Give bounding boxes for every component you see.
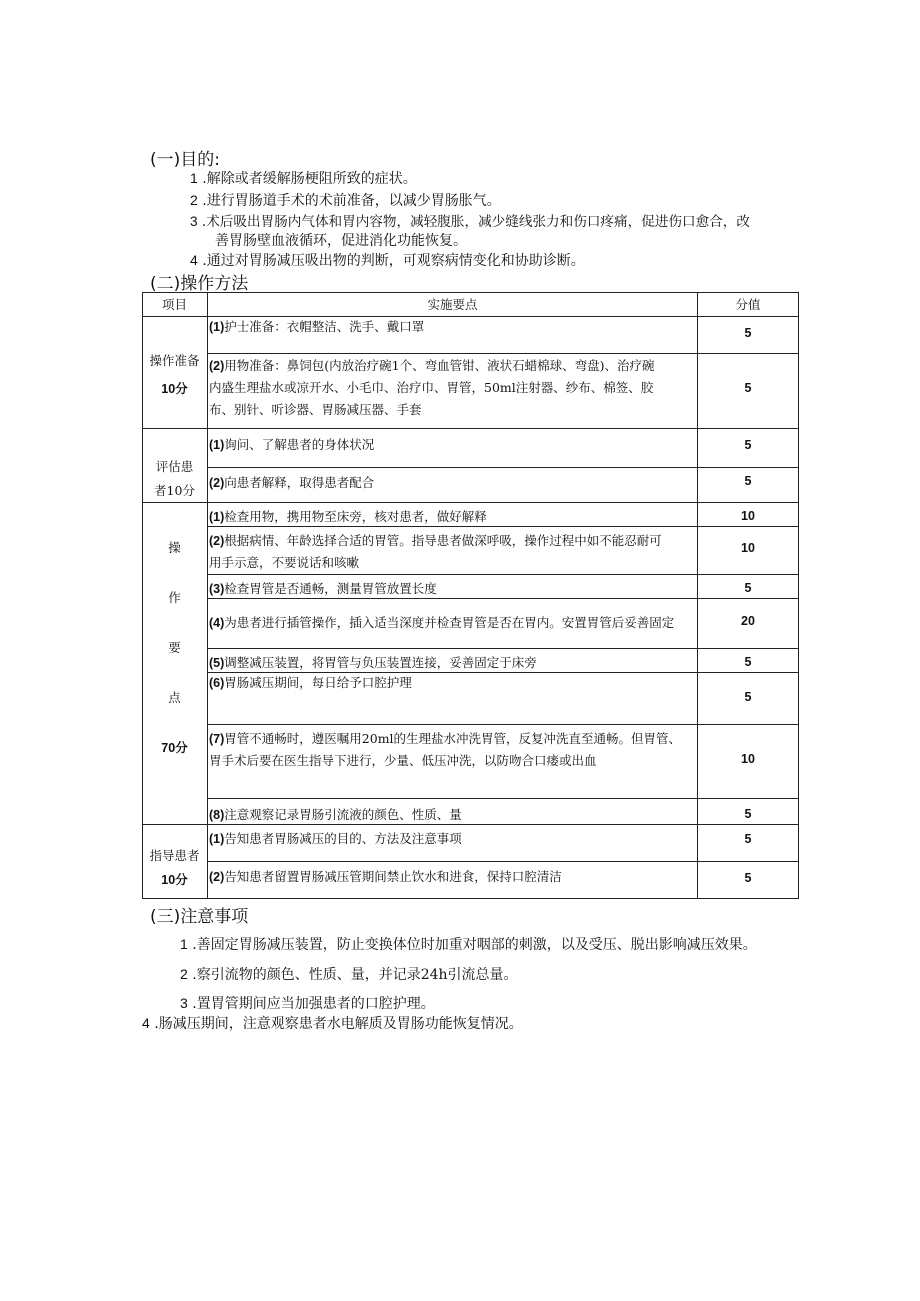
note-item-text: .察引流物的颜色、性质、量，并记录24h引流总量。 [192,967,518,983]
category-char: 点 [168,690,181,705]
note-item-number: 1 [180,936,188,952]
row-text: 胃手术后要在医生指导下进行，少量、低压冲洗，以防吻合口瘘或出血 [209,753,597,768]
row-text: 胃管不通畅时，遵医嘱用20ml的生理盐水冲洗胃管，反复冲洗直至通畅。但胃管、 [224,731,682,746]
note-item-text: .置胃管期间应当加强患者的口腔护理。 [192,996,435,1012]
row-text-line [209,472,699,494]
table-row [209,828,699,850]
purpose-item-number: 1 [190,170,198,186]
row-number: (2) [209,870,225,884]
row-text: 用物准备：鼻饲包(内放治疗碗1个、弯血管钳、液状石蜡棉球、弯盘)、治疗碗 [224,358,655,373]
row-text-line [209,399,699,421]
category-label: 指导患者 [149,848,200,863]
purpose-item-number: 4 [190,252,198,268]
row-score: 5 [744,690,752,704]
row-score: 5 [744,581,752,595]
row-score: 10 [741,752,755,766]
category-guidance [142,845,207,891]
note-item [180,934,757,954]
note-item-number: 2 [180,966,188,982]
row-number: (1) [209,832,225,846]
row-text: 告知患者留置胃肠减压管期间禁止饮水和进食，保持口腔清洁 [224,869,562,884]
row-text-line [209,530,699,552]
note-item-text: .肠减压期间，注意观察患者水电解质及胃肠功能恢复情况。 [154,1016,523,1032]
table-row [209,728,699,772]
category-label: 评估患 [155,459,194,474]
table-row [209,612,699,634]
row-score: 5 [744,326,752,340]
row-number: (7) [209,732,225,746]
category-char: 要 [168,640,181,655]
row-number: (6) [209,676,225,690]
table-row [209,472,699,494]
row-text-line [209,578,699,600]
note-item [180,993,435,1013]
row-text-line [209,552,699,574]
table-header-item: 项目 [161,297,187,312]
purpose-item-text: .解除或者缓解肠梗阻所致的症状。 [202,171,417,187]
row-number: (5) [209,656,225,670]
row-text: 用手示意，不要说话和咳嗽 [209,555,360,570]
table-row [209,434,699,456]
note-item [142,1013,523,1033]
row-number: (2) [209,359,225,373]
row-text-line [209,866,699,888]
table-row [209,506,699,528]
row-score: 5 [744,381,752,395]
row-text-line [209,377,699,399]
row-text: 护士准备：衣帽整洁、洗手、戴口罩 [224,319,425,334]
row-number: (8) [209,808,225,822]
row-text-line [209,506,699,528]
row-text-line [209,316,699,338]
row-text: 布、别针、听诊器、胃肠减压器、手套 [209,402,422,417]
note-item-number: 3 [180,995,188,1011]
row-text: 检查用物，携用物至床旁，核对患者，做好解释 [224,509,487,524]
row-number: (2) [209,534,225,548]
note-item-number: 4 [142,1015,150,1031]
row-score: 5 [744,871,752,885]
row-number: (2) [209,476,225,490]
category-operation [142,537,207,759]
row-number: (1) [209,510,225,524]
row-text: 检查胃管是否通畅，测量胃管放置长度 [224,581,437,596]
row-text: 为患者进行插管操作，插入适当深度并检查胃管是否在胃内。安置胃管后妥善固定 [224,615,675,630]
table-header-points: 实施要点 [427,297,478,312]
row-number: (1) [209,320,225,334]
purpose-item-number: 2 [190,192,198,208]
table-row [209,316,699,338]
row-score: 5 [744,474,752,488]
row-text: 询问、了解患者的身体状况 [224,437,375,452]
table-row [209,652,699,674]
purpose-item-text: .术后吸出胃肠内气体和胃内容物，减轻腹胀，减少缝线张力和伤口疼痛，促进伤口愈合，改 [201,214,750,230]
row-text: 告知患者胃肠减压的目的、方法及注意事项 [224,831,462,846]
row-text: 注意观察记录胃肠引流液的颜色、性质、量 [224,807,462,822]
category-preparation [142,350,207,400]
section-1-heading: (一)目的: [150,150,220,170]
category-score: 70分 [161,741,188,755]
row-text-line [209,612,699,634]
table-row [209,530,699,574]
row-number: (1) [209,438,225,452]
note-item [180,964,518,984]
row-text-line [209,828,699,850]
row-text: 根据病情、年龄选择合适的胃管。指导患者做深呼吸，操作过程中如不能忍耐可 [224,533,662,548]
row-score: 5 [744,807,752,821]
row-text-line [209,804,699,826]
row-text-line [209,672,699,694]
row-text: 向患者解释，取得患者配合 [224,475,375,490]
row-text-line [209,434,699,456]
note-item-text: .善固定胃肠减压装置，防止变换体位时加重对咽部的刺激，以及受压、脱出影响减压效果。 [192,937,757,953]
category-char: 作 [168,590,181,605]
table-row [209,578,699,600]
category-score: 10分 [161,382,188,396]
category-label: 操作准备 [149,353,200,368]
row-text: 内盛生理盐水或凉开水、小毛巾、治疗巾、胃管，50ml注射器、纱布、棉签、胶 [209,380,654,395]
row-text: 胃肠减压期间，每日给予口腔护理 [224,675,412,690]
table-header-score: 分值 [735,297,761,312]
row-text-line [209,728,699,750]
row-text-line [209,652,699,674]
table-row [209,866,699,888]
purpose-item-text: .通过对胃肠减压吸出物的判断，可观察病情变化和协助诊断。 [202,253,585,269]
category-score: 者10分 [154,483,195,498]
section-3-heading: (三)注意事项 [150,907,249,927]
purpose-item-continuation: 善胃肠壁血液循环，促进消化功能恢复。 [215,233,467,249]
row-score: 10 [741,541,755,555]
table-row [209,672,699,694]
row-number: (4) [209,616,225,630]
row-score: 5 [744,832,752,846]
table-row [209,804,699,826]
purpose-item-text: .进行胃肠道手术的术前准备，以减少胃肠胀气。 [202,193,501,209]
row-number: (3) [209,582,225,596]
row-score: 5 [744,438,752,452]
row-score: 10 [741,509,755,523]
section-2-heading: (二)操作方法 [150,274,249,294]
row-score: 5 [744,655,752,669]
purpose-item-number: 3 [190,214,198,229]
category-char: 操 [168,540,181,555]
row-score: 20 [741,614,755,628]
row-text-line [209,355,699,377]
row-text-line [209,750,699,772]
category-assessment [142,456,207,502]
row-text: 调整减压装置，将胃管与负压装置连接，妥善固定于床旁 [224,655,537,670]
table-row [209,355,699,421]
category-score: 10分 [161,873,188,887]
